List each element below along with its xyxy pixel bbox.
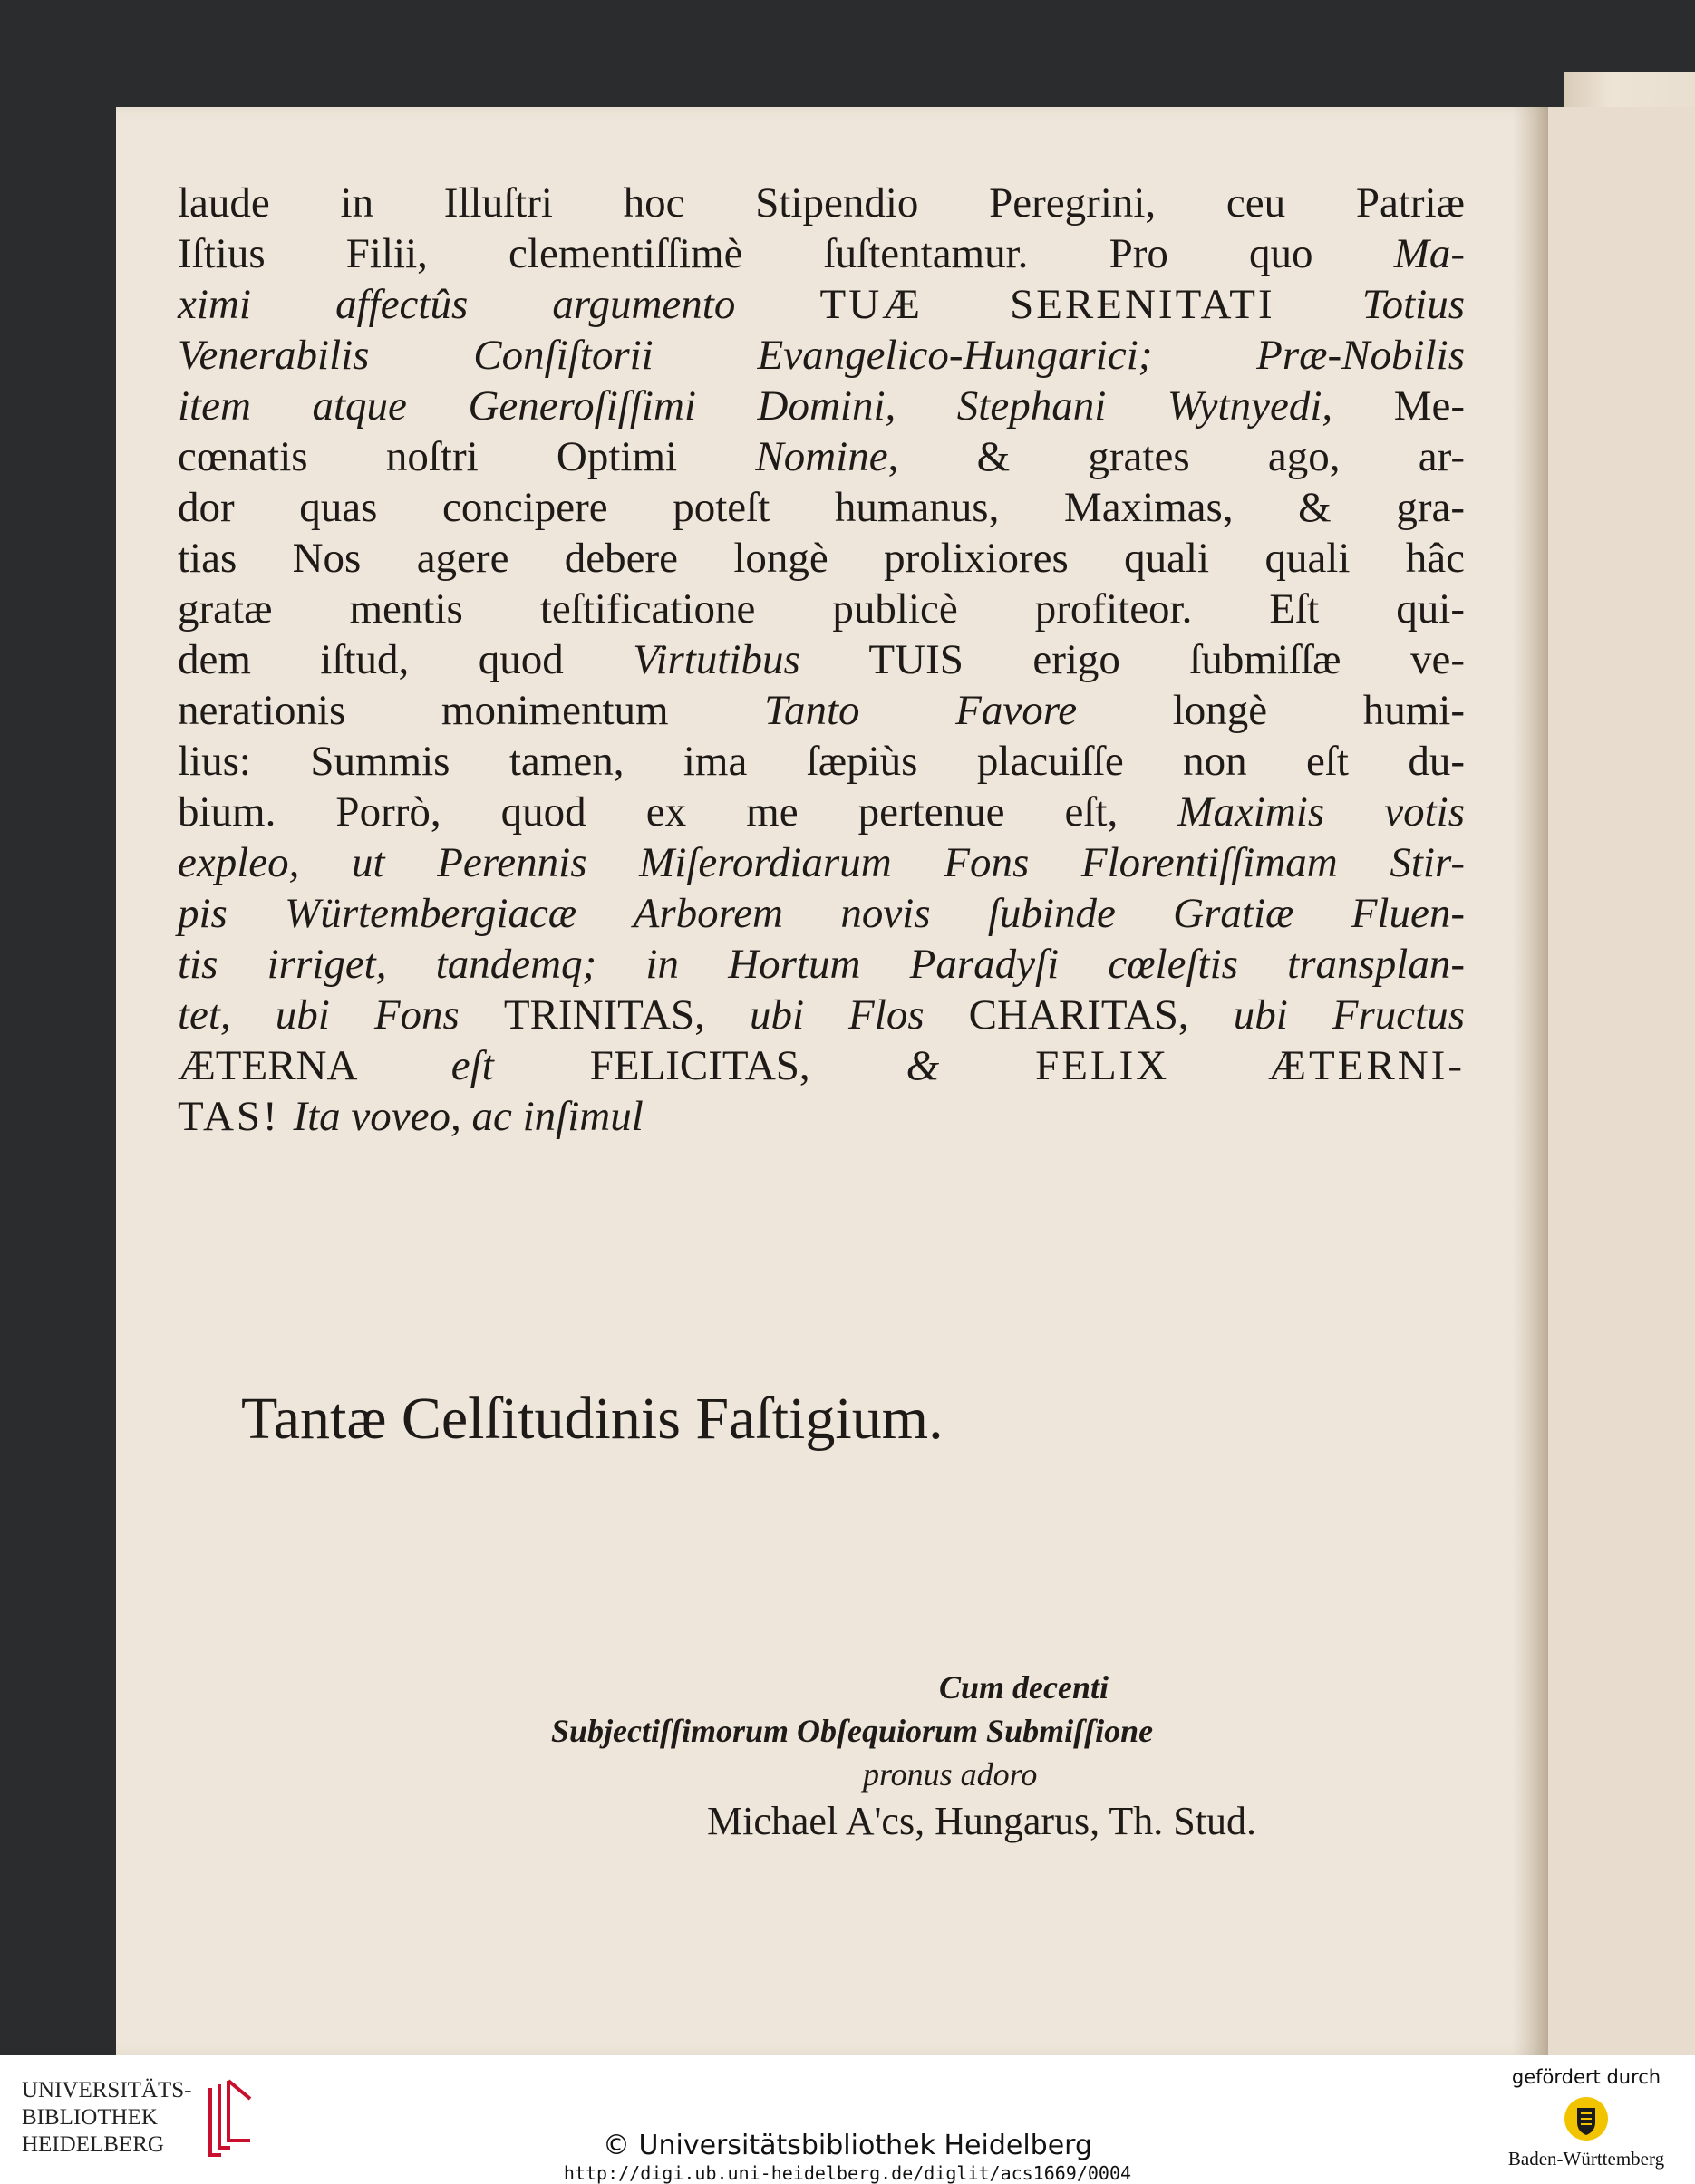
footer — [0, 2055, 1695, 2182]
text-run: expleo, ut Perennis Miſerordiarum Fons Florentiſſimam Stir- — [178, 839, 1465, 886]
text-run: cœnatis noſtri Optimi — [178, 433, 756, 480]
text-run: Ma- — [1393, 230, 1465, 277]
text-run: Tanto Favore — [764, 687, 1078, 734]
subscription-line: Cum decenti — [939, 1669, 1109, 1706]
subscription-block — [551, 1666, 1485, 1847]
text-run: FELICITAS, — [589, 1042, 906, 1089]
university-name-line: HEIDELBERG — [22, 2132, 164, 2157]
text-line — [178, 279, 1465, 330]
text-run: gratæ mentis teſtificatione publicè profiteor. Eſt qui- — [178, 585, 1465, 633]
text-run: dem iſtud, quod — [178, 636, 634, 683]
text-line — [178, 787, 1465, 837]
text-run: FELIX ÆTERNI- — [1035, 1042, 1465, 1089]
sponsor-text: gefördert durch — [1511, 2066, 1661, 2088]
text-run: dor quas concipere poteſt humanus, Maximas, & gra- — [178, 484, 1465, 531]
text-run: bium. Porrò, quod ex me pertenue eſt, — [178, 788, 1178, 836]
text-line — [178, 584, 1465, 634]
permalink-url[interactable]: http://digi.ub.uni-heidelberg.de/diglit/acs1669/0004 — [563, 2162, 1132, 2184]
text-line — [178, 990, 1465, 1040]
copyright-notice: © Universitätsbibliothek Heidelberg — [602, 2130, 1092, 2161]
text-line — [178, 431, 1465, 482]
text-run: laude in Illuſtri hoc Stipendio Peregrini, ceu Patriæ — [178, 179, 1465, 227]
text-line — [178, 888, 1465, 939]
text-run: & — [906, 1042, 1036, 1089]
text-run: item atque Generoſiſſimi Domini, Stephani Wytnyedi, — [178, 382, 1394, 430]
text-line — [178, 1091, 1465, 1142]
text-run: TRINITAS, — [503, 991, 750, 1039]
subscription-line: pronus adoro — [863, 1756, 1038, 1793]
text-line — [178, 482, 1465, 533]
text-run: lius: Summis tamen, ima ſæpiùs placuiſſe non eſt du- — [178, 738, 1465, 785]
page-gutter-shadow — [1512, 107, 1548, 2055]
state-coat-of-arms-icon — [1563, 2095, 1610, 2142]
text-run: pis Würtembergiacæ Arborem novis ſubinde Gratiæ Fluen- — [178, 890, 1465, 937]
text-line — [178, 685, 1465, 736]
sponsor-name: Baden-Württemberg — [1507, 2148, 1665, 2170]
university-name-line: BIBLIOTHEK — [22, 2105, 158, 2130]
text-run: TAS! — [178, 1093, 294, 1140]
text-run: eſt — [450, 1042, 590, 1089]
text-run: nerationis monimentum — [178, 687, 765, 734]
text-run: longè humi- — [1077, 687, 1465, 734]
text-run: TUIS erigo ſubmiſſæ ve- — [799, 636, 1465, 683]
text-run: Maximis votis — [1177, 788, 1465, 836]
body-text — [178, 178, 1465, 1142]
subscription-line: Subjectiſſimorum Obſequiorum Submiſſione — [551, 1713, 1154, 1749]
text-run: Ita voveo, ac inſimul — [293, 1093, 644, 1140]
text-run: tias Nos agere debere longè prolixiores quali quali hâc — [178, 535, 1465, 582]
text-line — [178, 837, 1465, 888]
text-run: ximi affectûs argumento — [178, 281, 820, 328]
text-run: Virtutibus — [633, 636, 800, 683]
text-run: ubi Flos — [749, 991, 969, 1039]
text-line — [178, 381, 1465, 431]
text-line — [178, 178, 1465, 228]
text-run: Venerabilis Conſiſtorii Evangelico-Hungarici; Præ-Nobilis — [178, 332, 1465, 379]
spine-strip — [1548, 107, 1695, 2055]
text-line — [178, 228, 1465, 279]
text-run: Me- — [1393, 382, 1465, 430]
text-run: TUÆ SERENITATI — [819, 281, 1362, 328]
university-name-line: UNIVERSITÄTS- — [22, 2078, 192, 2102]
text-run: ubi Fructus — [1233, 991, 1465, 1039]
text-line — [178, 736, 1465, 787]
text-line — [178, 533, 1465, 584]
text-run: Nomine — [755, 433, 888, 480]
text-run: Iſtius Filii, clementiſſimè ſuſtentamur. Pro quo — [178, 230, 1394, 277]
text-run: tis irriget, tandemq; in Hortum Paradyſi cœleſtis transplan- — [178, 941, 1465, 988]
text-line — [178, 634, 1465, 685]
text-run: CHARITAS, — [968, 991, 1234, 1039]
text-line — [178, 939, 1465, 990]
text-line — [178, 330, 1465, 381]
text-run: , & grates ago, ar- — [887, 433, 1465, 480]
text-run: Totius — [1361, 281, 1466, 328]
text-run: ÆTERNA — [178, 1042, 451, 1089]
signature: Michael A'cs, Hungarus, Th. Stud. — [707, 1799, 1256, 1843]
closing-line: Tantæ Celſitudinis Faſtigium. — [241, 1386, 944, 1452]
sponsor-block — [1487, 2066, 1686, 2170]
text-line — [178, 1040, 1465, 1091]
text-run: tet, ubi Fons — [178, 991, 504, 1039]
book-page — [116, 107, 1548, 2055]
